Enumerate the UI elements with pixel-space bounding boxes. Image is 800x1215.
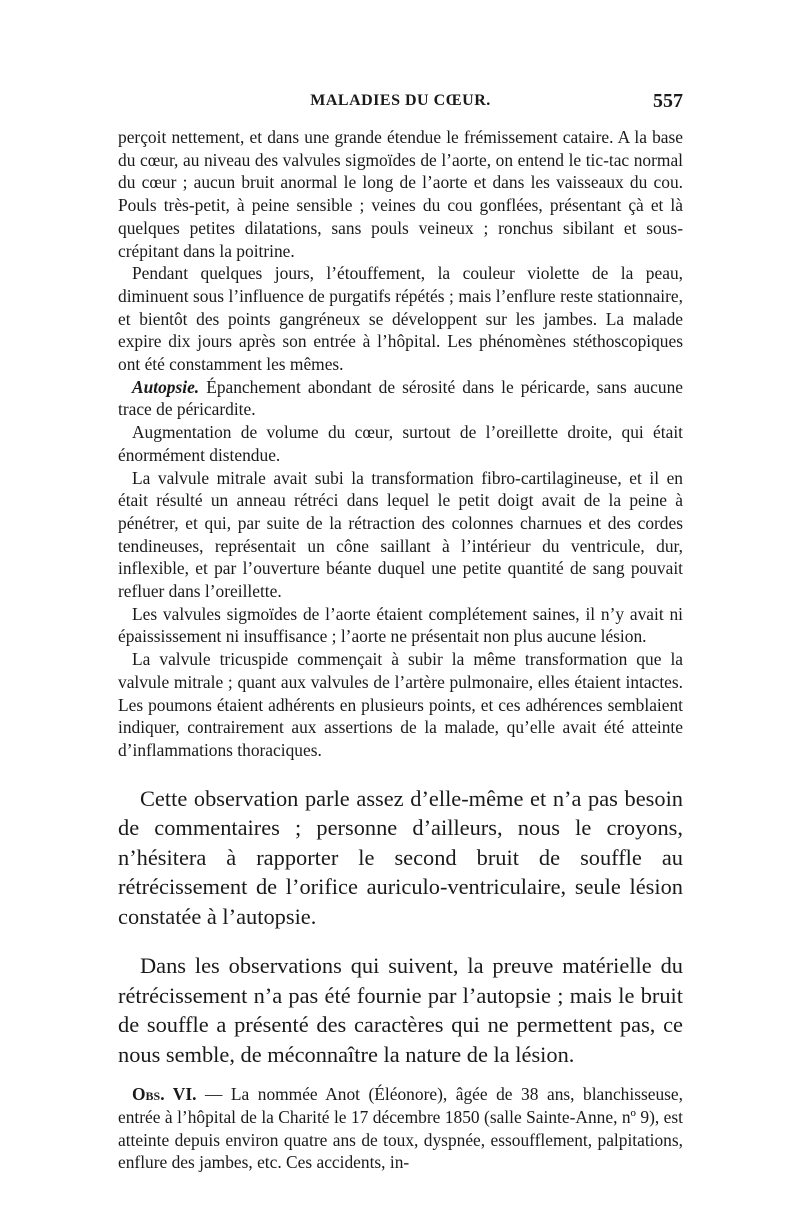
paragraph-7: La valvule tricuspide commençait à subir la même transformation que la valvule mitrale ; quant aux valvules de l’artère pulmonaire, elles étaient intactes. Les poumons étaient adhérents en plusieurs points, et ces adhérences semblaient indiquer, contrairement aux assertions de la malade, qu’elle avait été atteinte d’inflammations thoraciques. xyxy=(118,649,683,760)
paragraph-6: Les valvules sigmoïdes de l’aorte étaient complétement saines, il n’y avait ni épaississement ni insuffisance ; l’aorte ne présentait non plus aucune lésion. xyxy=(118,603,683,647)
page-body xyxy=(118,126,683,1174)
autopsie-label: Autopsie. xyxy=(132,376,200,397)
paragraph-5: La valvule mitrale avait subi la transformation fibro-cartilagineuse, et il en était résulté un anneau rétréci dans lequel le petit doigt avait de la peine à pénétrer, et qui, par suite de la rétraction des colonnes charnues et des cordes tendineuses, représentait un cône saillant à l’intérieur du ventricule, dur, inflexible, et par l’ouverture béante duquel une petite quantité de sang pouvait refluer dans l’oreillette. xyxy=(118,467,683,602)
paragraph-commentary-1: Cette observation parle assez d’elle-même et n’a pas besoin de commentaires ; personne d’ailleurs, nous le croyons, n’hésitera à rapporter le second bruit de souffle au rétrécissement de l’orifice auriculo-ventriculaire, seule lésion constatée à l’autopsie. xyxy=(118,785,683,929)
observation-label: Obs. VI. xyxy=(132,1084,197,1105)
paragraph-autopsie xyxy=(118,376,683,421)
paragraph-2: Pendant quelques jours, l’étouffement, la couleur violette de la peau, diminuent sous l’influence de purgatifs répétés ; mais l’enflure reste stationnaire, et bientôt des points gangréneux se développent sur les jambes. La malade expire dix jours après son entrée à l’hôpital. Les phénomènes stéthoscopiques ont été constamment les mêmes. xyxy=(118,263,683,375)
paragraph-observation-6 xyxy=(118,1083,683,1174)
observation-text: — La nommée Anot (Éléonore), âgée de 38 ans, blanchisseuse, entrée à l’hôpital de la Charité le 17 décembre 1850 (salle Sainte-Anne, nº 9), est atteinte depuis environ quatre ans de toux, dyspnée, essoufflement, palpitations, enflure des jambes, etc. Ces accidents, in- xyxy=(118,1084,683,1173)
paragraph-1: perçoit nettement, et dans une grande étendue le frémissement cataire. A la base du cœur, au niveau des valvules sigmoïdes de l’aorte, on entend le tic-tac normal du cœur ; aucun bruit anormal le long de l’aorte et dans les vaisseaux du cou. Pouls très-petit, à peine sensible ; veines du cou gonflées, présentant çà et là quelques petites dilatations, sans pouls veineux ; ronchus sibilant et sous-crépitant dans la poitrine. xyxy=(118,127,683,261)
page-header xyxy=(118,92,683,122)
page-number: 557 xyxy=(653,90,683,112)
paragraph-4: Augmentation de volume du cœur, surtout de l’oreillette droite, qui était énormément distendue. xyxy=(118,422,683,465)
running-title: MALADIES DU CŒUR. xyxy=(310,92,491,109)
paragraph-commentary-2: Dans les observations qui suivent, la preuve matérielle du rétrécissement n’a pas été fournie par l’autopsie ; mais le bruit de souffle a présenté des caractères qui ne permettent pas, ce nous semble, de méconnaître la nature de la lésion. xyxy=(118,953,683,1067)
autopsie-text: Épanchement abondant de sérosité dans le péricarde, sans aucune trace de péricardite. xyxy=(118,376,683,420)
